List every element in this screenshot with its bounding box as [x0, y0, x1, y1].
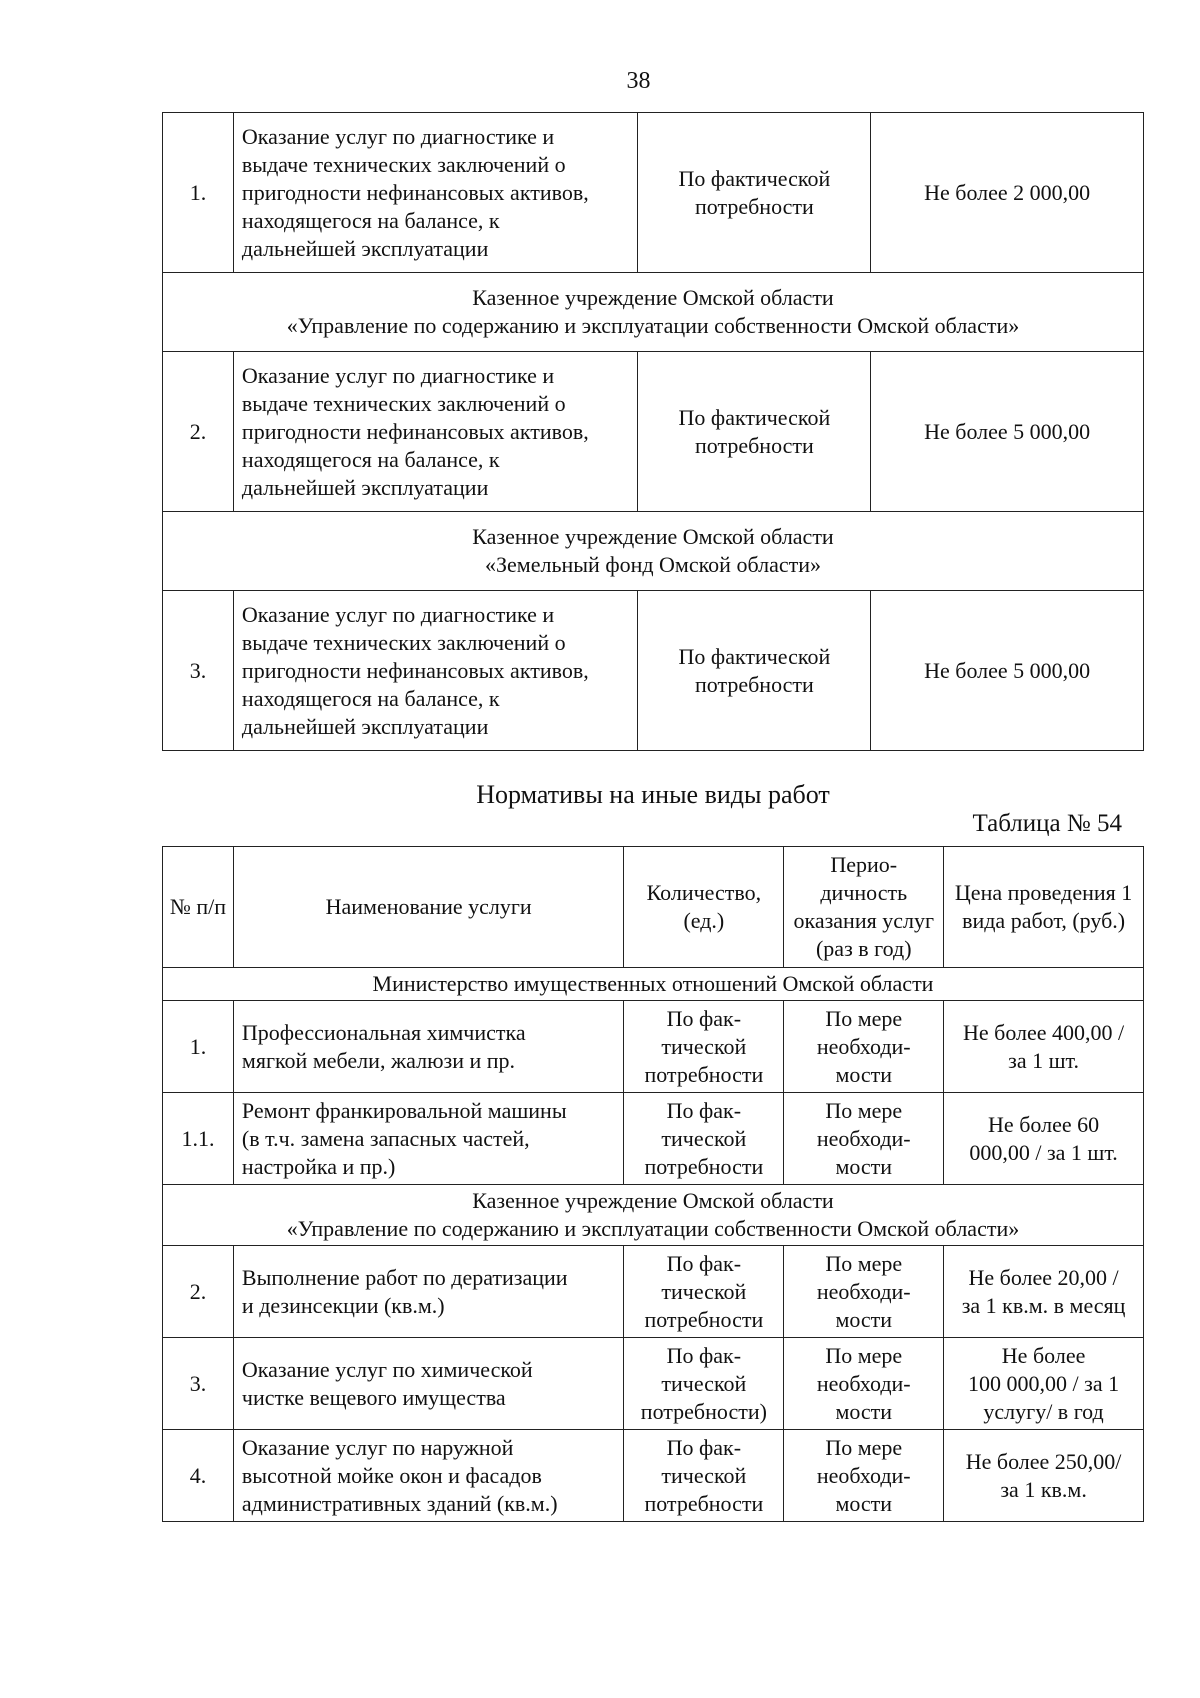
- service-name: Профессиональная химчистка мягкой мебели, жалюзи и пр.: [233, 1001, 623, 1093]
- table-row: [163, 591, 1144, 751]
- period-cell: По мере необходи- мости: [784, 1246, 944, 1338]
- row-number: 3.: [163, 1338, 234, 1430]
- service-name: Оказание услуг по наружной высотной мойке окон и фасадов административных зданий (кв.м.): [233, 1430, 623, 1522]
- quantity-cell: По фактической потребности: [638, 352, 871, 512]
- quantity-cell: По фак- тической потребности: [624, 1430, 784, 1522]
- row-number: 3.: [163, 591, 234, 751]
- quantity-cell: По фак- тической потребности: [624, 1246, 784, 1338]
- table-header-row: [163, 847, 1144, 968]
- section-row: [163, 273, 1144, 352]
- price-cell: Не более 20,00 / за 1 кв.м. в месяц: [944, 1246, 1144, 1338]
- service-name: Ремонт франкировальной машины (в т.ч. замена запасных частей, настройка и пр.): [233, 1093, 623, 1185]
- section-heading: Казенное учреждение Омской области «Управление по содержанию и эксплуатации собственности Омской области»: [163, 273, 1144, 352]
- price-cell: Не более 5 000,00: [871, 352, 1144, 512]
- table-row: [163, 1001, 1144, 1093]
- section-title: Нормативы на иные виды работ: [476, 780, 830, 809]
- section-heading: Казенное учреждение Омской области «Управление по содержанию и эксплуатации собственности Омской области»: [163, 1185, 1144, 1246]
- bottom-table: [162, 846, 1144, 1522]
- period-cell: По мере необходи- мости: [784, 1001, 944, 1093]
- table-row: [163, 113, 1144, 273]
- section-heading: Министерство имущественных отношений Омской области: [163, 968, 1144, 1001]
- service-name: Выполнение работ по дератизации и дезинсекции (кв.м.): [233, 1246, 623, 1338]
- header-quantity: Количество, (ед.): [624, 847, 784, 968]
- table-row: [163, 352, 1144, 512]
- top-table: [162, 112, 1144, 751]
- quantity-cell: По фак- тической потребности): [624, 1338, 784, 1430]
- page-number: 38: [626, 68, 651, 94]
- price-cell: Не более 5 000,00: [871, 591, 1144, 751]
- table-row: [163, 1338, 1144, 1430]
- header-name: Наименование услуги: [233, 847, 623, 968]
- row-number: 2.: [163, 1246, 234, 1338]
- period-cell: По мере необходи- мости: [784, 1430, 944, 1522]
- header-price: Цена проведения 1 вида работ, (руб.): [944, 847, 1144, 968]
- row-number: 4.: [163, 1430, 234, 1522]
- quantity-cell: По фак- тической потребности: [624, 1093, 784, 1185]
- price-cell: Не более 60 000,00 / за 1 шт.: [944, 1093, 1144, 1185]
- service-name: Оказание услуг по диагностике и выдаче технических заключений о пригодности нефинансовых активов, находящегося на балансе, к дальнейшей эксплуатации: [233, 352, 638, 512]
- quantity-cell: По фактической потребности: [638, 591, 871, 751]
- header-num: № п/п: [163, 847, 234, 968]
- table-row: [163, 1093, 1144, 1185]
- section-row: [163, 512, 1144, 591]
- period-cell: По мере необходи- мости: [784, 1093, 944, 1185]
- row-number: 1.: [163, 1001, 234, 1093]
- section-heading: Казенное учреждение Омской области «Земельный фонд Омской области»: [163, 512, 1144, 591]
- quantity-cell: По фактической потребности: [638, 113, 871, 273]
- price-cell: Не более 400,00 / за 1 шт.: [944, 1001, 1144, 1093]
- price-cell: Не более 2 000,00: [871, 113, 1144, 273]
- price-cell: Не более 100 000,00 / за 1 услугу/ в год: [944, 1338, 1144, 1430]
- quantity-cell: По фак- тической потребности: [624, 1001, 784, 1093]
- period-cell: По мере необходи- мости: [784, 1338, 944, 1430]
- row-number: 1.: [163, 113, 234, 273]
- price-cell: Не более 250,00/ за 1 кв.м.: [944, 1430, 1144, 1522]
- row-number: 1.1.: [163, 1093, 234, 1185]
- service-name: Оказание услуг по химической чистке вещевого имущества: [233, 1338, 623, 1430]
- table-label: Таблица № 54: [972, 810, 1122, 837]
- table-row: [163, 1246, 1144, 1338]
- service-name: Оказание услуг по диагностике и выдаче технических заключений о пригодности нефинансовых активов, находящегося на балансе, к дальнейшей эксплуатации: [233, 591, 638, 751]
- table-row: [163, 1430, 1144, 1522]
- header-period: Перио- дичность оказания услуг (раз в год): [784, 847, 944, 968]
- section-row: [163, 968, 1144, 1001]
- row-number: 2.: [163, 352, 234, 512]
- section-row: [163, 1185, 1144, 1246]
- service-name: Оказание услуг по диагностике и выдаче технических заключений о пригодности нефинансовых активов, находящегося на балансе, к дальнейшей эксплуатации: [233, 113, 638, 273]
